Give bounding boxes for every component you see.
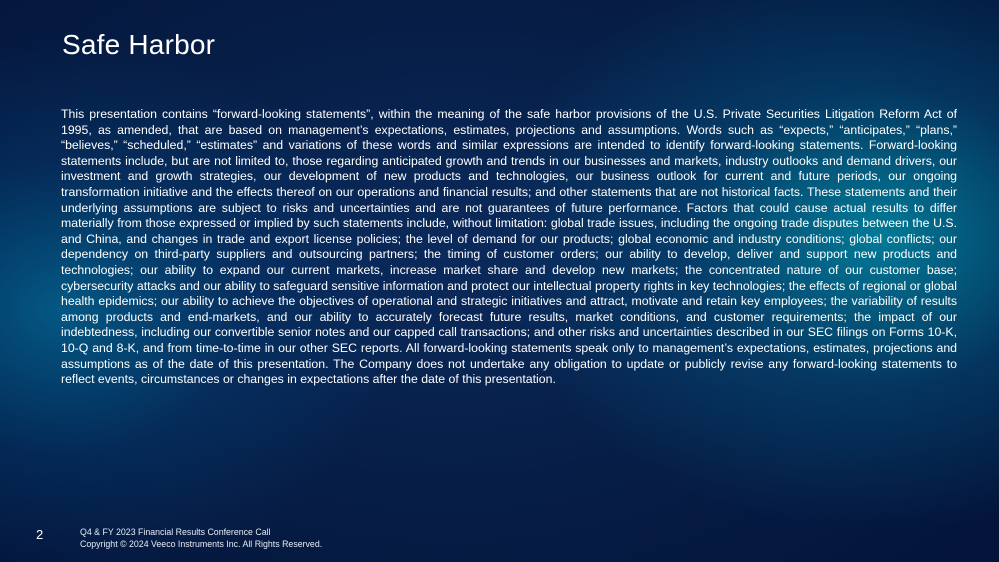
page-number: 2 — [36, 527, 44, 542]
slide-title: Safe Harbor — [62, 29, 216, 60]
slide-footer — [80, 526, 322, 550]
footer-copyright: Copyright © 2024 Veeco Instruments Inc. All Rights Reserved. — [80, 539, 323, 549]
footer-event-name: Q4 & FY 2023 Financial Results Conference Call — [80, 527, 271, 537]
safe-harbor-body: This presentation contains “forward-looking statements”, within the meaning of the safe harbor provisions of the U.S. Private Securities Litigation Reform Act of 1995, as amended, that are based on management’s expectations, estimates, projections and assumptions. Words such as “expects,” “anticipates,” “plans,” “believes,” “scheduled,” “estimates” and variations of these words and similar expressions are intended to identify forward-looking statements. Forward-looking statements include, but are not limited to, those regarding anticipated growth and trends in our businesses and markets, industry outlooks and demand drivers, our investment and growth strategies, our development of new products and technologies, our business outlook for current and future periods, our ongoing transformation initiative and the effects thereof on our operations and financial results; and other statements that are not historical facts. These statements and their underlying assumptions are subject to risks and uncertainties and are not guarantees of future performance. Factors that could cause actual results to differ materially from those expressed or implied by such statements include, without limitation: global trade issues, including the ongoing trade disputes between the U.S. and China, and changes in trade and export license policies; the level of demand for our products; global economic and industry conditions; global conflicts; our dependency on third-party suppliers and outsourcing partners; the timing of customer orders; our ability to develop, deliver and support new products and technologies; our ability to expand our current markets, increase market share and develop new markets; the concentrated nature of our customer base; cybersecurity attacks and our ability to safeguard sensitive information and protect our intellectual property rights in key technologies; the effects of regional or global health epidemics; our ability to achieve the objectives of operational and strategic initiatives and attract, motivate and retain key employees; the variability of results among products and end-markets, and our ability to accurately forecast future results, market conditions, and customer requirements; the impact of our indebtedness, including our convertible senior notes and our capped call transactions; and other risks and uncertainties described in our SEC filings on Forms 10-K, 10-Q and 8-K, and from time-to-time in our other SEC reports. All forward-looking statements speak only to management’s expectations, estimates, projections and assumptions as of the date of this presentation. The Company does not undertake any obligation to update or publicly revise any forward-looking statements to reflect events, circumstances or changes in expectations after the date of this presentation. — [61, 107, 957, 387]
